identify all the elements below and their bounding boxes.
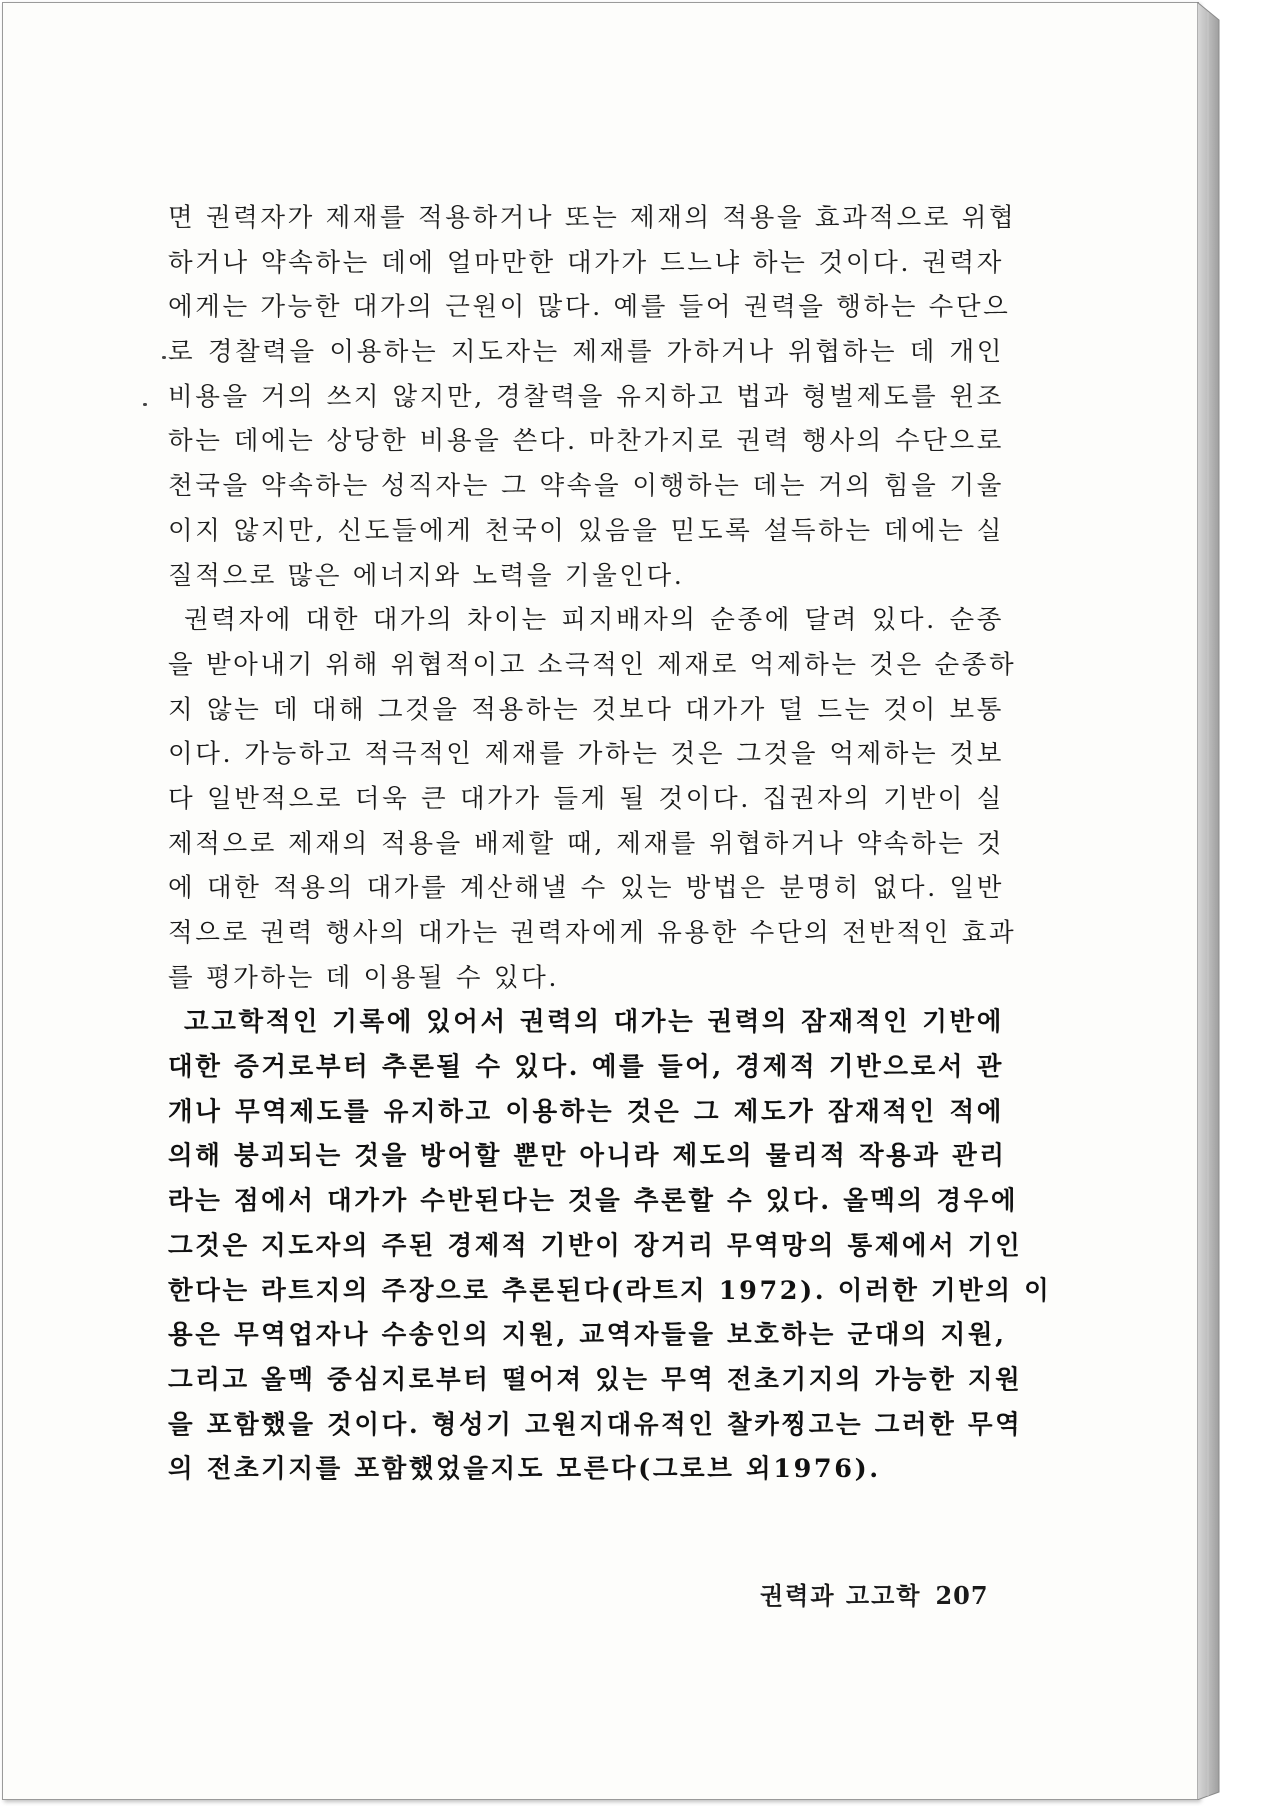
scan-speck: [162, 356, 166, 359]
text-line: 을 받아내기 위해 위협적이고 소극적인 제재로 억제하는 것은 순종하: [168, 649, 1017, 680]
text-line: 한다는 라트지의 주장으로 추론된다(라트지 1972). 이러한 기반의 이: [168, 1275, 1052, 1306]
text-line: 그리고 올멕 중심지로부터 떨어져 있는 무역 전초기지의 가능한 지원: [168, 1364, 1023, 1395]
text-line: 용은 무역업자나 수송인의 지원, 교역자들을 보호하는 군대의 지원,: [168, 1320, 1007, 1351]
text-line: 의해 붕괴되는 것을 방어할 뿐만 아니라 제도의 물리적 작용과 관리: [168, 1141, 1007, 1172]
text-line: 지 않는 데 대해 그것을 적용하는 것보다 대가가 덜 드는 것이 보통: [168, 694, 1004, 725]
text-line: 다 일반적으로 더욱 큰 대가가 들게 될 것이다. 집권자의 기반이 실: [168, 783, 1004, 814]
text-line: 천국을 약속하는 성직자는 그 약속을 이행하는 데는 거의 힘을 기울: [168, 471, 1004, 502]
text-line: 개나 무역제도를 유지하고 이용하는 것은 그 제도가 잠재적인 적에: [168, 1096, 1004, 1127]
text-line: 에 대한 적용의 대가를 계산해낼 수 있는 방법은 분명히 없다. 일반: [168, 873, 1004, 904]
text-line: 권력자에 대한 대가의 차이는 피지배자의 순종에 달려 있다. 순종: [184, 605, 1004, 636]
text-line: 을 포함했을 것이다. 형성기 고원지대유적인 찰카찡고는 그러한 무역: [168, 1409, 1023, 1440]
text-line: 라는 점에서 대가가 수반된다는 것을 추론할 수 있다. 올멕의 경우에: [168, 1186, 1019, 1217]
text-line: 의 전초기지를 포함했었을지도 모른다(그로브 외1976).: [168, 1454, 881, 1485]
scan-speck: [143, 403, 147, 406]
page-curl-edge: [1197, 2, 1227, 1800]
text-line: 에게는 가능한 대가의 근원이 많다. 예를 들어 권력을 행하는 수단으: [168, 292, 1011, 323]
text-line: 그것은 지도자의 주된 경제적 기반이 장거리 무역망의 통제에서 기인: [168, 1230, 1023, 1261]
paragraph-3: [168, 1000, 1052, 1492]
running-footer: [760, 1576, 989, 1611]
text-line: 하는 데에는 상당한 비용을 쓴다. 마찬가지로 권력 행사의 수단으로: [168, 426, 1004, 457]
text-line: 대한 증거로부터 추론될 수 있다. 예를 들어, 경제적 기반으로서 관: [168, 1052, 1004, 1083]
body-text: [168, 196, 1052, 1492]
text-line: 질적으로 많은 에너지와 노력을 기울인다.: [168, 560, 685, 591]
text-line: 제적으로 제재의 적용을 배제할 때, 제재를 위협하거나 약속하는 것: [168, 828, 1004, 859]
text-line: 적으로 권력 행사의 대가는 권력자에게 유용한 수단의 전반적인 효과: [168, 918, 1017, 948]
text-line: 로 경찰력을 이용하는 지도자는 제재를 가하거나 위협하는 데 개인: [168, 337, 1004, 368]
text-line: 고고학적인 기록에 있어서 권력의 대가는 권력의 잠재적인 기반에: [184, 1007, 1004, 1038]
text-line: 를 평가하는 데 이용될 수 있다.: [168, 962, 560, 993]
text-line: 비용을 거의 쓰지 않지만, 경찰력을 유지하고 법과 형벌제도를 윈조: [168, 381, 1004, 412]
text-line: 이지 않지만, 신도들에게 천국이 있음을 믿도록 설득하는 데에는 실: [168, 515, 1004, 546]
text-line: 하거나 약속하는 데에 얼마만한 대가가 드느냐 하는 것이다. 권력자: [168, 247, 1004, 278]
page-number: 207: [935, 1581, 989, 1610]
paragraph-1: [168, 196, 1017, 598]
text-line: 면 권력자가 제재를 적용하거나 또는 제재의 적용을 효과적으로 위협: [168, 203, 1017, 233]
text-line: 이다. 가능하고 적극적인 제재를 가하는 것은 그것을 억제하는 것보: [168, 739, 1004, 770]
running-title: 권력과 고고학: [760, 1581, 922, 1610]
paragraph-2: [168, 598, 1017, 1000]
